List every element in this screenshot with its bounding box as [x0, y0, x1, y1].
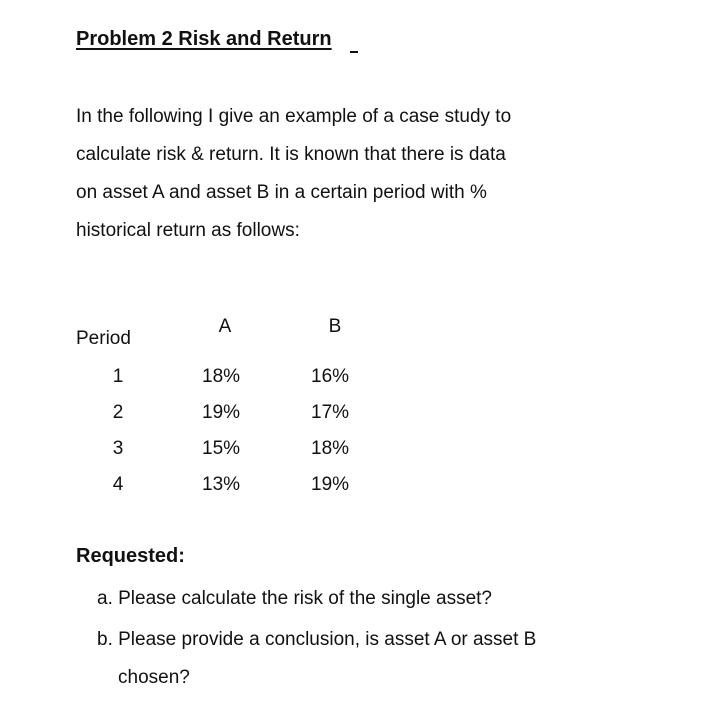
intro-paragraph: [76, 98, 636, 250]
table-cell-b: 19%: [311, 474, 350, 495]
table-cell-b: 18%: [311, 438, 350, 459]
intro-line: on asset A and asset B in a certain period with %: [76, 182, 487, 203]
table-cell-period: 4: [112, 474, 124, 495]
table-cell-a: 18%: [202, 366, 241, 387]
question-b: b. Please provide a conclusion, is asset A or asset B: [97, 629, 537, 650]
requested-heading: Requested:: [76, 545, 185, 567]
table-cell-a: 13%: [202, 474, 241, 495]
table-cell-a: 19%: [202, 402, 241, 423]
header-asset-a: A: [218, 316, 232, 337]
problem-title: Problem 2 Risk and Return: [76, 28, 332, 50]
header-asset-b: B: [328, 316, 342, 337]
intro-line: calculate risk & return. It is known that there is data: [76, 144, 506, 165]
question-a: a. Please calculate the risk of the single asset?: [97, 588, 493, 609]
table-cell-period: 2: [112, 402, 124, 423]
header-period: Period: [76, 328, 131, 349]
table-cell-a: 15%: [202, 438, 241, 459]
table-cell-period: 3: [112, 438, 124, 459]
table-cell-b: 16%: [311, 366, 350, 387]
table-cell-period: 1: [112, 366, 124, 387]
title-underline-extension: [350, 51, 358, 53]
question-b-continued: chosen?: [118, 667, 190, 688]
intro-line: In the following I give an example of a case study to: [76, 106, 512, 127]
table-cell-b: 17%: [311, 402, 350, 423]
intro-line: historical return as follows:: [76, 220, 300, 241]
